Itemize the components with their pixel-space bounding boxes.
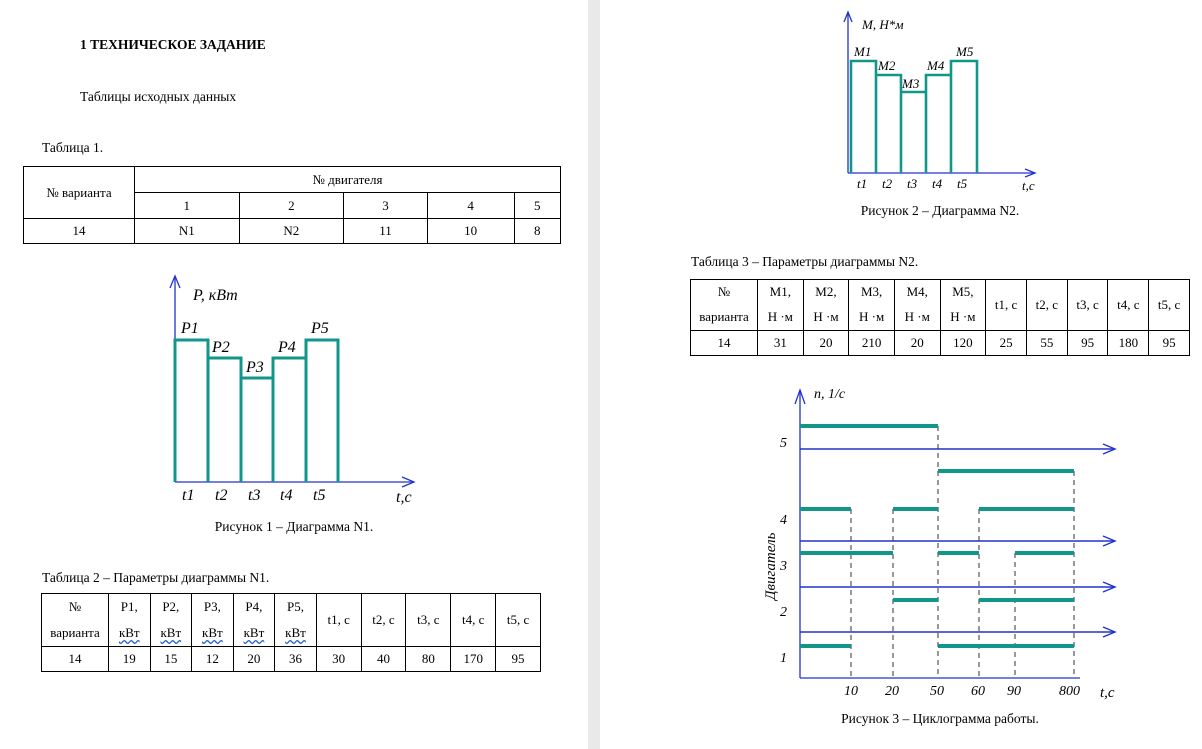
table3-header-variant: варианта — [691, 304, 758, 331]
table2-caption: Таблица 2 – Параметры диаграммы N1. — [42, 570, 270, 585]
document-page-right — [600, 0, 1202, 749]
table2-header-no: № — [42, 594, 109, 620]
table2-time-header: t4, c — [451, 594, 496, 647]
step-label: M4 — [927, 58, 945, 73]
engine-intervals — [800, 426, 1074, 646]
cyclogram-x-label: t,c — [1100, 685, 1115, 701]
table2-power-header: P5, — [275, 594, 317, 620]
table1-variant-header: № варианта — [24, 167, 135, 219]
time-label: t2 — [882, 176, 893, 191]
table3-cell: 55 — [1026, 331, 1067, 356]
diagram-n1-x-label: t,c — [396, 489, 412, 506]
table3-moment-header: M2, — [803, 280, 849, 304]
time-label: t1 — [182, 487, 195, 504]
engine-label: 5 — [780, 436, 787, 451]
time-label: t3 — [248, 487, 261, 504]
step-label: P4 — [278, 339, 296, 356]
time-label: 50 — [930, 684, 944, 699]
table2-cell: 95 — [496, 647, 541, 672]
time-label: 60 — [971, 684, 985, 699]
table3-caption: Таблица 3 – Параметры диаграммы N2. — [691, 254, 919, 269]
time-label: 90 — [1007, 684, 1021, 699]
table1-engine-number: 2 — [239, 193, 344, 219]
table2-power-unit: кВт — [202, 624, 223, 640]
table3-cell: 25 — [986, 331, 1027, 356]
cyclogram — [600, 0, 1202, 749]
time-label: 20 — [885, 684, 899, 699]
table2-cell: 19 — [109, 647, 151, 672]
table3-moment-header: M5, — [940, 280, 986, 304]
engine-label: 3 — [780, 559, 787, 574]
step-label: P3 — [246, 359, 264, 376]
step-label: P5 — [311, 320, 329, 337]
table3-moment-unit: Н ·м — [803, 304, 849, 331]
table2-cell: 20 — [233, 647, 275, 672]
engine-label: 4 — [780, 513, 787, 528]
table1-cell: N2 — [239, 219, 344, 244]
table1-cell: 8 — [514, 219, 561, 244]
cyclogram-y-title: Двигатель — [763, 532, 779, 600]
table2-cell: 15 — [150, 647, 192, 672]
document-page-left — [0, 0, 588, 749]
table2-power-unit: кВт — [243, 624, 265, 640]
table2-time-header: t5, c — [496, 594, 541, 647]
time-label: t5 — [313, 487, 326, 504]
table3-time-header: t2, c — [1026, 280, 1067, 331]
table1-cell: N1 — [135, 219, 240, 244]
table2-power-header: P2, — [150, 594, 192, 620]
table2-power-unit: кВт — [160, 624, 182, 640]
table3-time-header: t5, c — [1149, 280, 1190, 331]
table3-moment-unit: Н ·м — [758, 304, 804, 331]
time-label: t4 — [932, 176, 943, 191]
table3-moment-header: M3, — [849, 280, 895, 304]
time-label: 800 — [1059, 684, 1080, 699]
table1-cell: 14 — [24, 219, 135, 244]
table1-engine-header: № двигателя — [135, 167, 561, 193]
figure2-caption: Рисунок 2 – Диаграмма N2. — [860, 203, 1020, 218]
table3-cell: 180 — [1108, 331, 1149, 356]
diagram-n1-y-label: P, кВт — [193, 287, 238, 304]
table1-cell: 11 — [344, 219, 428, 244]
table3-cell: 31 — [758, 331, 804, 356]
table2-power-header: P4, — [233, 594, 275, 620]
table2-cell: 40 — [361, 647, 406, 672]
time-label: 10 — [844, 684, 858, 699]
time-label: t5 — [957, 176, 968, 191]
table1-caption: Таблица 1. — [42, 140, 104, 155]
table3-moment-unit: Н ·м — [940, 304, 986, 331]
table3-time-header: t1, c — [986, 280, 1027, 331]
time-label: t2 — [215, 487, 228, 504]
subheading: Таблицы исходных данных — [80, 89, 237, 104]
figure3-caption: Рисунок 3 – Циклограмма работы. — [841, 711, 1039, 726]
figure1-caption: Рисунок 1 – Диаграмма N1. — [214, 519, 374, 534]
cyclogram-y-label: n, 1/c — [814, 387, 846, 402]
table2-cell: 30 — [316, 647, 361, 672]
engine-label: 2 — [780, 605, 787, 620]
table1-cell: 10 — [427, 219, 514, 244]
step-label: P1 — [181, 320, 199, 337]
time-label: t1 — [857, 176, 868, 191]
table3-moment-header: M4, — [894, 280, 940, 304]
step-label: M2 — [878, 58, 896, 73]
table1-engine-number: 4 — [427, 193, 514, 219]
table2 — [41, 593, 541, 672]
table3-moment-unit: Н ·м — [894, 304, 940, 331]
table3-time-header: t3, c — [1067, 280, 1108, 331]
table3-moment-header: M1, — [758, 280, 804, 304]
step-label: P2 — [212, 339, 230, 356]
table3-cell: 210 — [849, 331, 895, 356]
table1-engine-number: 3 — [344, 193, 428, 219]
table3-cell: 95 — [1067, 331, 1108, 356]
step-label: M3 — [902, 76, 920, 91]
table2-power-header: P1, — [109, 594, 151, 620]
diagram-n1 — [0, 0, 588, 520]
table3-cell: 14 — [691, 331, 758, 356]
table3-cell: 20 — [894, 331, 940, 356]
table2-time-header: t2, c — [361, 594, 406, 647]
time-label: t3 — [907, 176, 918, 191]
diagram-n2-x-label: t,c — [1022, 178, 1035, 193]
table3-header-no: № — [691, 280, 758, 304]
section-heading: 1 ТЕХНИЧЕСКОЕ ЗАДАНИЕ — [80, 37, 266, 52]
step-label: M1 — [854, 44, 872, 59]
table3-cell: 20 — [803, 331, 849, 356]
table2-cell: 170 — [451, 647, 496, 672]
table2-time-header: t3, c — [406, 594, 451, 647]
table2-power-unit: кВт — [285, 624, 306, 640]
table2-cell: 36 — [275, 647, 317, 672]
table3-cell: 120 — [940, 331, 986, 356]
table2-time-header: t1, c — [316, 594, 361, 647]
table2-cell: 80 — [406, 647, 451, 672]
table3-cell: 95 — [1149, 331, 1190, 356]
diagram-n2-y-label: M, Н*м — [862, 17, 904, 32]
table2-cell: 14 — [42, 647, 109, 672]
table2-cell: 12 — [192, 647, 234, 672]
table3-time-header: t4, c — [1108, 280, 1149, 331]
table2-header-variant: варианта — [42, 620, 109, 647]
engine-label: 1 — [780, 651, 787, 666]
table2-power-header: P3, — [192, 594, 234, 620]
table1-engine-number: 5 — [514, 193, 561, 219]
time-label: t4 — [280, 487, 293, 504]
table3-moment-unit: Н ·м — [849, 304, 895, 331]
table2-power-unit: кВт — [118, 624, 140, 640]
step-label: M5 — [956, 44, 974, 59]
table1-engine-number: 1 — [135, 193, 240, 219]
